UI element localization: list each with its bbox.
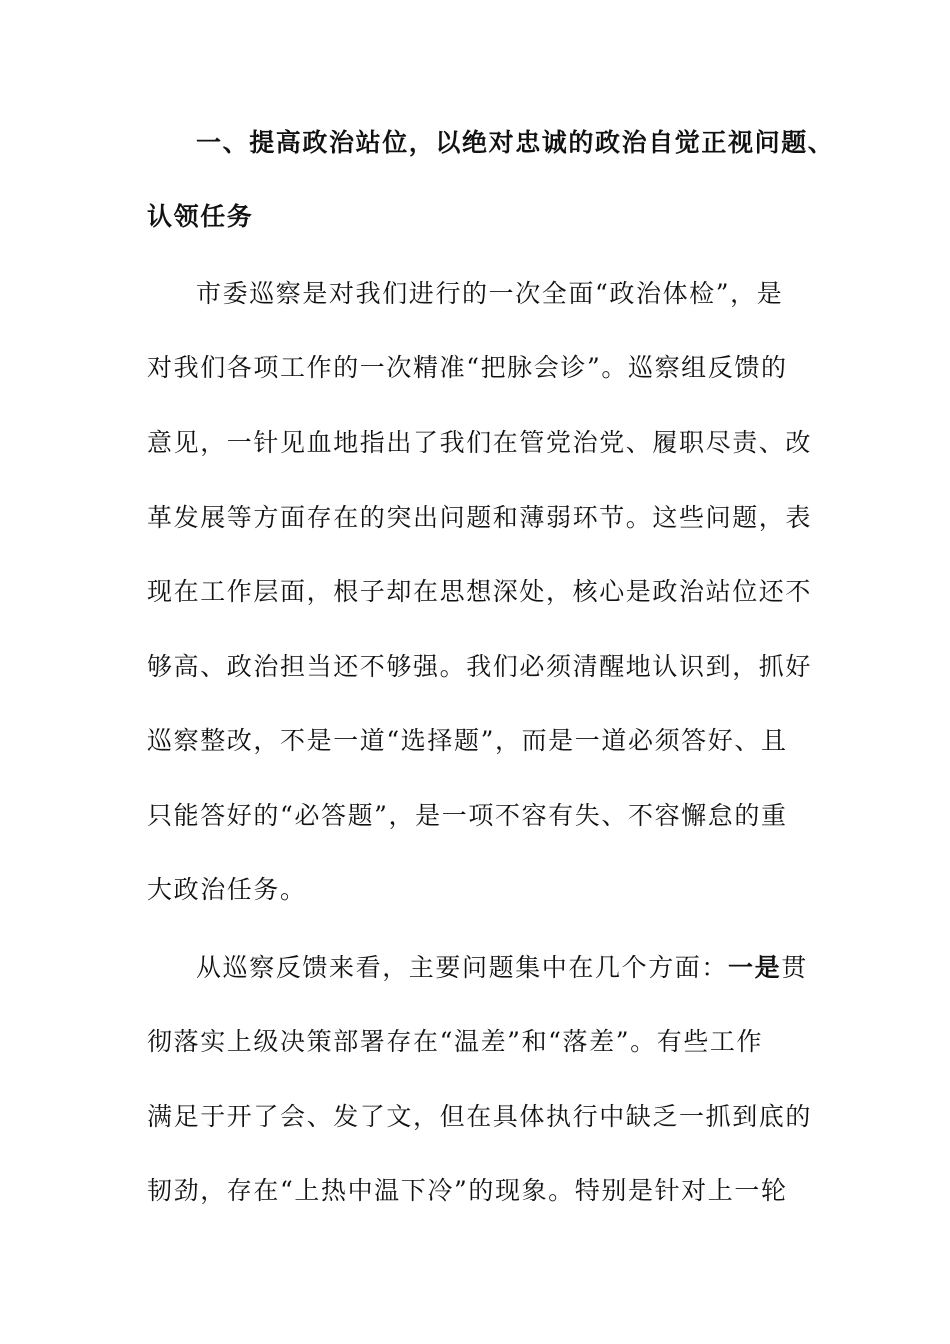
paragraph-1-line-6: 够高、政治担当还不够强。我们必须清醒地认识到，抓好 (147, 652, 813, 681)
paragraph-1-line-1: 市委巡察是对我们进行的一次全面“政治体检”，是 (196, 279, 784, 308)
section-heading-line-2: 认领任务 (147, 202, 254, 231)
paragraph-2-line-1-prefix: 从巡察反馈来看，主要问题集中在几个方面： (196, 953, 729, 982)
paragraph-2-line-1-suffix: 贯 (781, 953, 808, 982)
paragraph-1-line-2: 对我们各项工作的一次精准“把脉会诊”。巡察组反馈的 (147, 353, 788, 382)
paragraph-1-line-9: 大政治任务。 (147, 875, 307, 904)
paragraph-1-line-7: 巡察整改，不是一道“选择题”，而是一道必须答好、且 (147, 726, 788, 755)
paragraph-1-line-8: 只能答好的“必答题”，是一项不容有失、不容懈怠的重 (147, 801, 788, 830)
paragraph-2-line-3: 满足于开了会、发了文，但在具体执行中缺乏一抓到底的 (147, 1102, 813, 1131)
paragraph-2-line-1 (196, 948, 836, 988)
paragraph-1-line-4: 革发展等方面存在的突出问题和薄弱环节。这些问题，表 (147, 503, 813, 532)
paragraph-2-first-point-marker: 一是 (728, 953, 782, 982)
paragraph-1-line-5: 现在工作层面，根子却在思想深处，核心是政治站位还不 (147, 577, 813, 606)
paragraph-1-line-3: 意见，一针见血地指出了我们在管党治党、履职尽责、改 (147, 428, 813, 457)
paragraph-2-line-2: 彻落实上级决策部署存在“温差”和“落差”。有些工作 (147, 1027, 764, 1056)
paragraph-2-line-4: 韧劲，存在“上热中温下冷”的现象。特别是针对上一轮 (147, 1176, 788, 1205)
section-heading-line-1: 一、提高政治站位，以绝对忠诚的政治自觉正视问题、 (196, 128, 835, 157)
